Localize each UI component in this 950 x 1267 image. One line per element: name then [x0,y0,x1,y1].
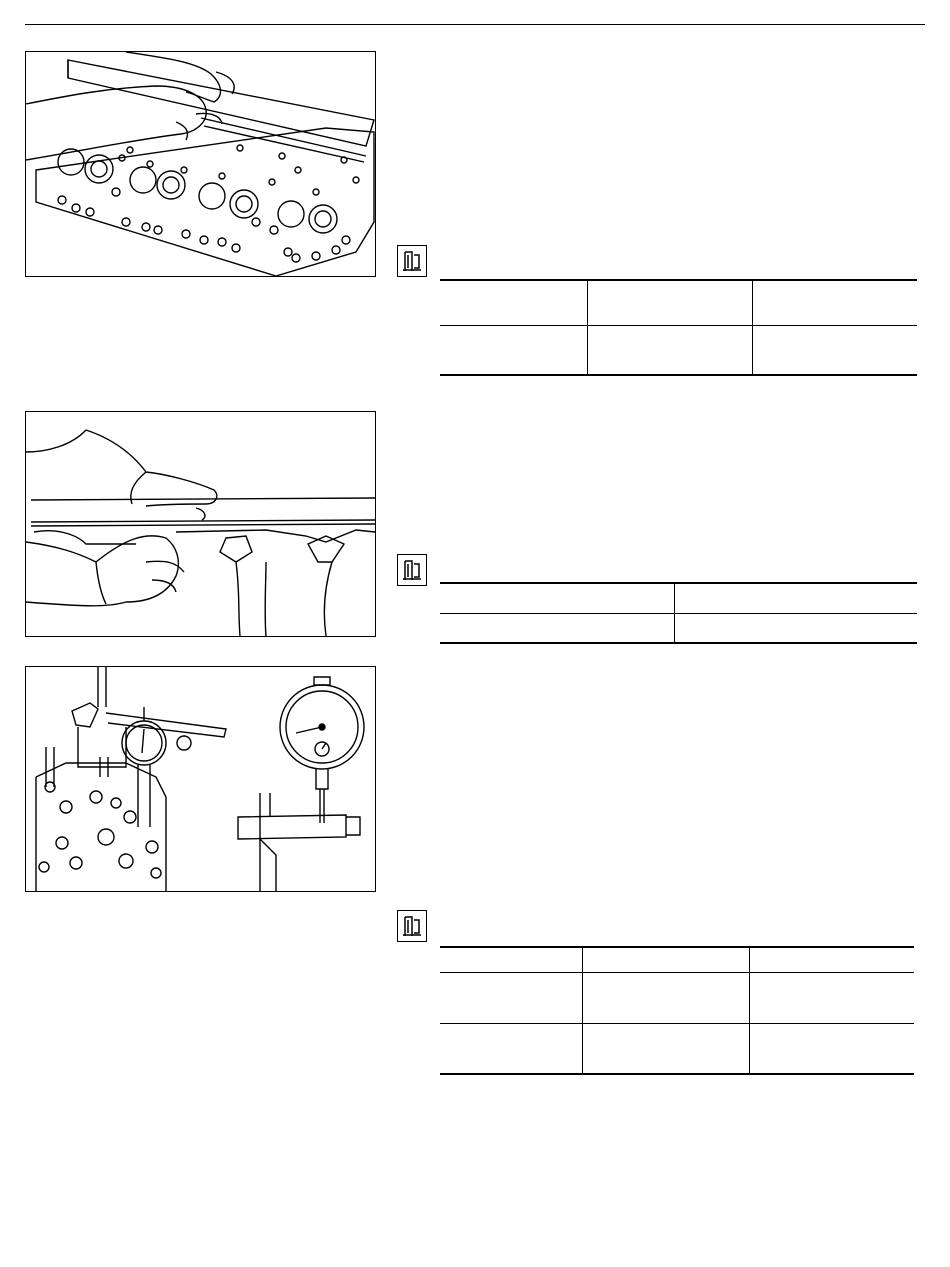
spec-table-cell [752,325,917,375]
spec-table-cell [582,972,749,1023]
caliper-spec-icon [397,245,427,277]
spec-table-cell [440,1023,582,1074]
spec-table-row [440,325,917,375]
spec-table-1 [440,279,917,376]
spec-table-cell [749,972,914,1023]
spec-table-2 [440,582,917,644]
spec-table-row [440,972,914,1023]
caliper-spec-icon [397,910,427,942]
manifold-flatness-drawing [26,412,375,636]
dial-indicator-figure [25,666,376,892]
cylinder-head-flatness-figure [25,51,376,277]
spec-table-row [440,613,917,643]
spec-table-header-cell [587,280,752,325]
spec-table-header-cell [440,583,674,613]
spec-table-header-cell [440,280,587,325]
spec-table-cell [587,325,752,375]
caliper-spec-icon [397,554,427,586]
cylinder-head-flatness-drawing [26,52,375,276]
spec-table-cell [440,325,587,375]
spec-table-cell [440,613,674,643]
spec-table-header-cell [440,947,582,972]
spec-table-cell [749,1023,914,1074]
spec-table-cell [582,1023,749,1074]
spec-table-header-cell [752,280,917,325]
spec-table-3 [440,946,914,1075]
spec-table-header-cell [674,583,917,613]
spec-table-cell [440,972,582,1023]
spec-table-row [440,1023,914,1074]
dial-indicator-drawing [26,667,375,891]
page-top-rule [25,24,925,25]
manifold-flatness-figure [25,411,376,637]
spec-table-header-row [440,583,917,613]
spec-table-header-row [440,280,917,325]
spec-table-cell [674,613,917,643]
spec-table-header-row [440,947,914,972]
spec-table-header-cell [749,947,914,972]
spec-table-header-cell [582,947,749,972]
